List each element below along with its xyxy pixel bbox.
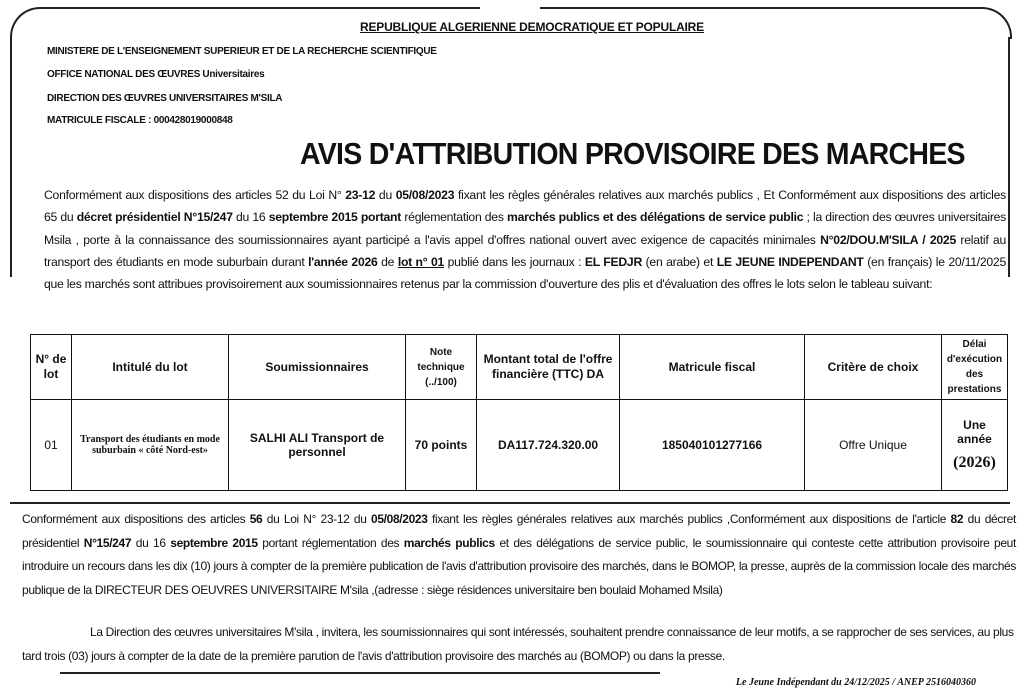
frame-corner-top-right	[980, 7, 1012, 39]
col-fiscal-id: Matricule fiscal	[620, 335, 805, 400]
direction-line: DIRECTION DES ŒUVRES UNIVERSITAIRES M'SILA	[47, 93, 283, 104]
ministry-line: MINISTERE DE L'ENSEIGNEMENT SUPERIEUR ET DE LA RECHERCHE SCIENTIFIQUE	[47, 46, 437, 57]
cell-lot-title: Transport des étudiants en mode suburbain « côté Nord-est»	[72, 400, 229, 491]
frame-corner-top-left	[10, 7, 42, 39]
appeal-paragraph: Conformément aux dispositions des articles 56 du Loi N° 23-12 du 05/08/2023 fixant les règles générales relatives aux marchés publics ,Conformément aux dispositions de l'article 82 du décret présidentiel N°15/247 du 16 septembre 2015 portant réglementation des marchés publics et des délégations de service public, le soumissionnaire qui conteste cette attribution provisoire peut introduire un recours dans les dix (10) jours à compter de la première publication de l'avis d'attribution provisoire des marchés, dans le BOMOP, la presse, auprès de la commission locale des marchés publique de la DIRECTEUR DES OEUVRES UNIVERSITAIRE M'sila ,(adresse : siège résidences universitaire ben boulaid Mohamed Msila)	[22, 512, 1016, 597]
col-lot-number: N° de lot	[31, 335, 72, 400]
col-bidders: Soumissionnaires	[229, 335, 406, 400]
fiscal-id-line: MATRICULE FISCALE : 000428019000848	[47, 115, 233, 126]
frame-right-line	[1008, 37, 1010, 277]
frame-top-left-line	[40, 7, 480, 9]
col-selection-criteria: Critère de choix	[805, 335, 942, 400]
table-row	[31, 400, 1008, 491]
notice-title: AVIS D'ATTRIBUTION PROVISOIRE DES MARCHES	[300, 136, 965, 171]
delay-year: (2026)	[953, 454, 996, 471]
office-line: OFFICE NATIONAL DES ŒUVRES Universitaires	[47, 69, 265, 80]
cell-execution-delay	[942, 400, 1008, 491]
cell-fiscal-id: 185040101277166	[620, 400, 805, 491]
cell-technical-score: 70 points	[406, 400, 477, 491]
frame-separator-line	[10, 502, 1010, 504]
col-offer-amount: Montant total de l'offre financière (TTC) DA	[477, 335, 620, 400]
frame-bottom-line	[60, 672, 660, 674]
frame-left-line	[10, 37, 12, 277]
closing-paragraph: La Direction des œuvres universitaires M'sila , invitera, les soumissionnaires qui sont intéressés, souhaitent prendre connaissance de leur motifs, a se rapprocher de ses services, au plus tard trois (03) jours à compter de la date de la première parution de l'avis d'attribution provisoire des marchés au (BOMOP) ou dans la presse.	[22, 625, 1014, 663]
cell-offer-amount: DA117.724.320.00	[477, 400, 620, 491]
cell-lot-number: 01	[31, 400, 72, 491]
attribution-table	[30, 334, 1008, 491]
cell-bidder: SALHI ALI Transport de personnel	[229, 400, 406, 491]
intro-paragraph: Conformément aux dispositions des articles 52 du Loi N° 23-12 du 05/08/2023 fixant les règles générales relatives aux marchés publics , Et Conformément aux dispositions des articles 65 du décret présidentiel N°15/247 du 16 septembre 2015 portant réglementation des marchés publics et des délégations de service public ; la direction des œuvres universitaires Msila , porte à la connaissance des soumissionnaires ayant participé a l'avis appel d'offres national ouvert avec exigence de capacités minimales N°02/DOU.M'SILA / 2025 relatif au transport des étudiants en mode suburbain durant l'année 2026 de lot n° 01 publié dans les journaux : EL FEDJR (en arabe) et LE JEUNE INDEPENDANT (en français) le 20/11/2025 que les marchés sont attribues provisoirement aux soumissionnaires retenus par la commission d'ouverture des plis et d'évaluation des offres le lots selon le tableau suivant:	[44, 188, 1007, 292]
cell-selection-criteria: Offre Unique	[805, 400, 942, 491]
frame-top-right-line	[540, 7, 980, 9]
col-execution-delay: Délai d'exécution des prestations	[942, 335, 1008, 400]
publication-footer: Le Jeune Indépendant du 24/12/2025 / ANEP 2516040360	[735, 677, 976, 688]
republic-heading: REPUBLIQUE ALGERIENNE DEMOCRATIQUE ET POPULAIRE	[360, 20, 704, 34]
delay-text: Une année	[957, 418, 992, 446]
col-technical-score: Note technique (../100)	[406, 335, 477, 400]
col-lot-title: Intitulé du lot	[72, 335, 229, 400]
table-header-row	[31, 335, 1008, 400]
